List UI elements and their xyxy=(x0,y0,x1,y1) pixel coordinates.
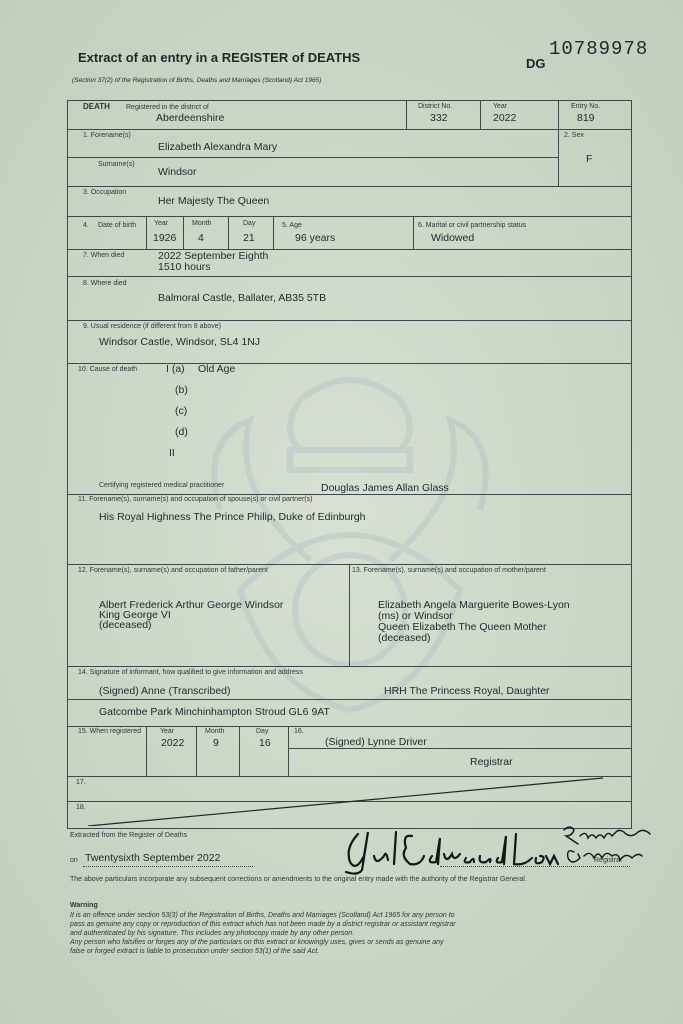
when-registered-label: 15. When registered xyxy=(78,728,142,735)
warning-line-1c: and authenticated by his signature. This includes any photocopy made by any other person. xyxy=(70,930,355,937)
warning-title: Warning xyxy=(70,902,98,909)
when-died-time: 1510 hours xyxy=(158,261,211,273)
where-died-value: Balmoral Castle, Ballater, AB35 5TB xyxy=(158,292,327,304)
mother-label: 13. Forename(s), surname(s) and occupation of mother/parent xyxy=(352,567,546,574)
occupation-value: Her Majesty The Queen xyxy=(158,195,270,207)
year-value: 2022 xyxy=(493,112,517,124)
father-line2: King George VI xyxy=(99,609,171,621)
dob-day-label: Day xyxy=(243,220,256,227)
surname-label: Surname(s) xyxy=(98,161,135,168)
cause-d-label: (d) xyxy=(175,426,188,438)
sex-label: 2. Sex xyxy=(564,132,584,139)
death-label: DEATH xyxy=(83,102,110,111)
father-line3: (deceased) xyxy=(99,619,152,631)
dob-day-value: 21 xyxy=(243,232,255,244)
reg-year-value: 2022 xyxy=(161,737,185,749)
residence-value: Windsor Castle, Windsor, SL4 1NJ xyxy=(99,336,261,348)
spouse-label: 11. Forename(s), surname(s) and occupation of spouse(s) or civil partner(s) xyxy=(78,496,313,503)
spouse-value: His Royal Highness The Prince Philip, Duke of Edinburgh xyxy=(99,511,366,523)
when-died-value: 2022 September Eighth xyxy=(158,250,269,262)
warning-line-2a: Any person who falsifies or forges any of the particulars on this extract or knowingly uses, gives or sends as genuine any xyxy=(70,939,444,946)
document-subtitle: (Section 37(2) of the Registration of Births, Deaths and Marriages (Scotland) Act 1965) xyxy=(72,77,322,84)
serial-number: 10789978 xyxy=(549,38,649,60)
registrar-sig-label: 16. xyxy=(294,728,304,735)
sex-value: F xyxy=(586,153,593,165)
dob-year-label: Year xyxy=(154,220,169,227)
practitioner-value: Douglas James Allan Glass xyxy=(321,482,449,494)
informant-label: 14. Signature of informant, how qualified to give information and address xyxy=(78,669,303,676)
mother-line2: (ms) or Windsor xyxy=(378,610,453,622)
dob-number: 4. xyxy=(83,222,89,229)
cause-b-label: (b) xyxy=(175,384,188,396)
particulars-note: The above particulars incorporate any subsequent corrections or amendments to the original entry made with the authority of the Registrar General. xyxy=(70,876,527,883)
reg-month-label: Month xyxy=(205,728,225,735)
on-label: on xyxy=(70,857,78,864)
father-line1: Albert Frederick Arthur George Windsor xyxy=(99,599,284,611)
mother-line4: (deceased) xyxy=(378,632,431,644)
warning-line-1b: pass as genuine any copy or reproduction of this extract which has not been made by a district registrar or assistant registrar xyxy=(70,921,456,928)
informant-signed: (Signed) Anne (Transcribed) xyxy=(99,685,231,697)
registrar-signed: (Signed) Lynne Driver xyxy=(325,736,427,748)
mother-line3: Queen Elizabeth The Queen Mother xyxy=(378,621,547,633)
forenames-value: Elizabeth Alexandra Mary xyxy=(158,141,278,153)
cause-part1-value: Old Age xyxy=(198,363,236,375)
mother-line1: Elizabeth Angela Marguerite Bowes-Lyon xyxy=(378,599,570,611)
dob-label: Date of birth xyxy=(98,222,137,229)
extract-date: Twentysixth September 2022 xyxy=(85,852,221,864)
age-value: 96 years xyxy=(295,232,336,244)
document-title: Extract of an entry in a REGISTER of DEATHS xyxy=(78,50,361,65)
reg-day-label: Day xyxy=(256,728,269,735)
where-died-label: 8. Where died xyxy=(83,280,127,287)
forenames-label: 1. Forename(s) xyxy=(83,132,131,139)
dob-month-value: 4 xyxy=(198,232,204,244)
father-label: 12. Forename(s), surname(s) and occupation of father/parent xyxy=(78,567,268,574)
cause-c-label: (c) xyxy=(175,405,188,417)
register-form xyxy=(67,100,632,829)
reg-month-value: 9 xyxy=(213,737,219,749)
cause-part1-label: I (a) xyxy=(166,363,185,375)
registrar-title: Registrar xyxy=(470,756,513,768)
dob-month-label: Month xyxy=(192,220,212,227)
informant-address: Gatcombe Park Minchinhampton Stroud GL6 9AT xyxy=(99,706,330,718)
age-label: 5. Age xyxy=(282,222,302,229)
cause-of-death-label: 10. Cause of death xyxy=(78,366,138,373)
warning-line-2b: false or forged extract is liable to prosecution under section 53(1) of the said Act. xyxy=(70,948,320,955)
registered-district-value: Aberdeenshire xyxy=(156,112,225,124)
dob-year-value: 1926 xyxy=(153,232,177,244)
residence-label: 9. Usual residence (if different from 8 above) xyxy=(83,323,221,330)
practitioner-label: Certifying registered medical practitioner xyxy=(99,482,225,489)
registrar-printed-label: Registrar xyxy=(594,857,623,864)
extracted-from-label: Extracted from the Register of Deaths xyxy=(70,832,188,839)
registered-district-label: Registered in the district of xyxy=(126,104,209,111)
year-label: Year xyxy=(493,103,508,110)
registrar-general-signature xyxy=(340,826,560,876)
occupation-label: 3. Occupation xyxy=(83,189,127,196)
reg-year-label: Year xyxy=(160,728,175,735)
when-died-label: 7. When died xyxy=(83,252,125,259)
warning-line-1a: It is an offence under section 53(3) of the Registration of Births, Deaths and Marriages (Scotland) Act 1965 for any person to xyxy=(70,912,455,919)
row-18-label: 18. xyxy=(76,804,86,811)
cause-part2-label: II xyxy=(169,447,175,459)
entry-no-value: 819 xyxy=(577,112,595,124)
district-no-label: District No. xyxy=(418,103,453,110)
marital-status-value: Widowed xyxy=(431,232,475,244)
row-17-label: 17. xyxy=(76,779,86,786)
series-code: DG xyxy=(526,56,546,71)
surname-value: Windsor xyxy=(158,166,197,178)
district-no-value: 332 xyxy=(430,112,448,124)
entry-no-label: Entry No. xyxy=(571,103,601,110)
marital-status-label: 6. Marital or civil partnership status xyxy=(418,222,527,229)
strike-lines xyxy=(68,776,631,826)
reg-day-value: 16 xyxy=(259,737,271,749)
informant-qualification: HRH The Princess Royal, Daughter xyxy=(384,685,550,697)
